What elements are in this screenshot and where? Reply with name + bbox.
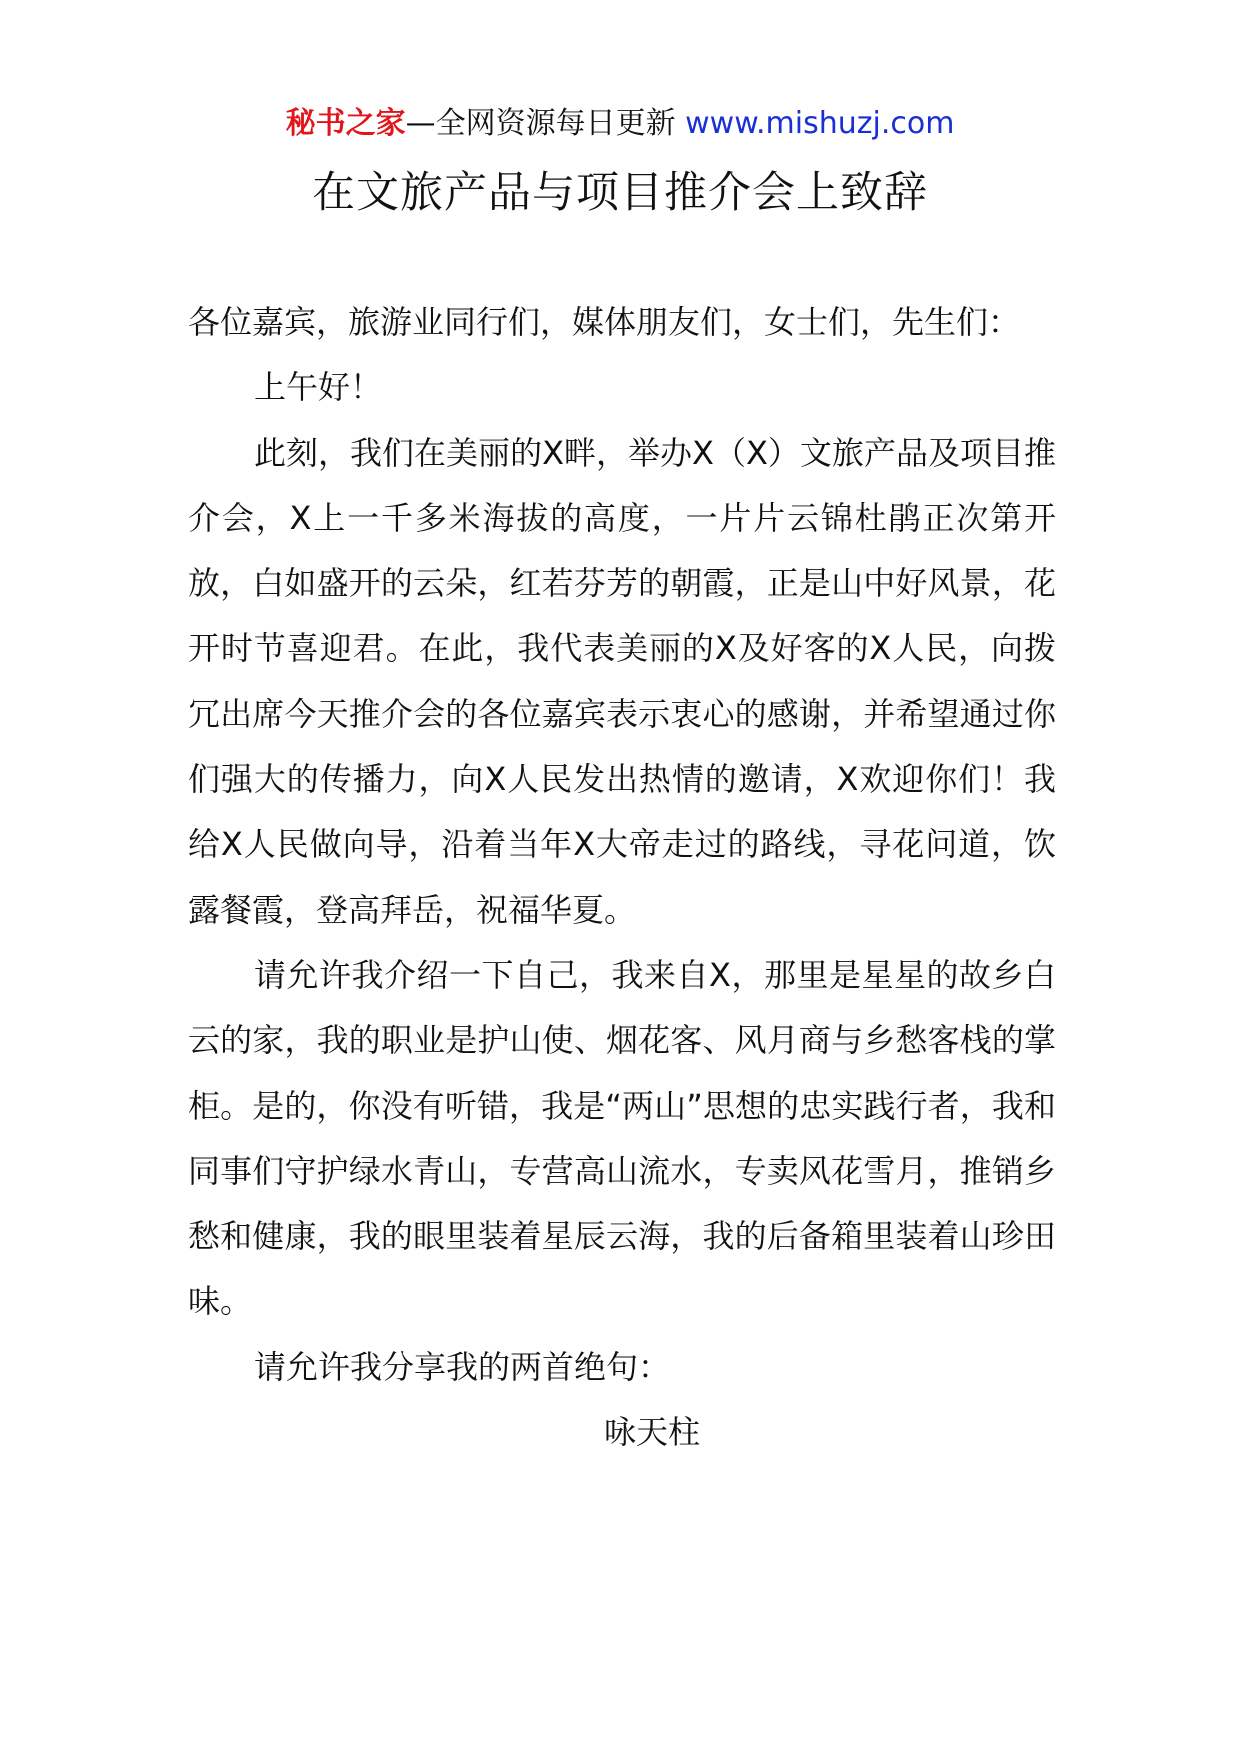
paragraph-introduction: 请允许我介绍一下自己，我来自X，那里是星星的故乡白云的家，我的职业是护山使、烟花客、风月商与乡愁客栈的掌柜。是的，你没有听错，我是“两山”思想的忠实践行者，我和同事们守护绿水青山，专营高山流水，专卖风花雪月，推销乡愁和健康，我的眼里装着星辰云海，我的后备箱里装着山珍田味。 bbox=[188, 955, 1056, 1321]
document-body bbox=[188, 290, 1056, 1465]
greeting: 上午好！ bbox=[254, 368, 383, 407]
site-brand: 秘书之家 bbox=[285, 106, 406, 141]
site-tagline: —全网资源每日更新 bbox=[405, 106, 676, 141]
site-header bbox=[0, 100, 1240, 148]
document-title: 在文旅产品与项目推介会上致辞 bbox=[312, 168, 928, 218]
paragraph-poems-intro: 请允许我分享我的两首绝句： bbox=[254, 1347, 671, 1386]
poem-title: 咏天柱 bbox=[604, 1413, 701, 1452]
paragraph-welcome: 此刻，我们在美丽的X畔，举办X（X）文旅产品及项目推介会，X上一千多米海拔的高度，一片片云锦杜鹃正次第开放，白如盛开的云朵，红若芬芳的朝霞，正是山中好风景，花开时节喜迎君。在此，我代表美丽的X及好客的X人民，向拨冗出席今天推介会的各位嘉宾表示衷心的感谢，并希望通过你们强大的传播力，向X人民发出热情的邀请，X欢迎你们！我给X人民做向导，沿着当年X大帝走过的路线，寻花问道，饮露餐霞，登高拜岳，祝福华夏。 bbox=[188, 433, 1056, 929]
site-url-link[interactable]: www.mishuzj.com bbox=[685, 106, 955, 141]
salutation: 各位嘉宾，旅游业同行们，媒体朋友们，女士们，先生们： bbox=[188, 303, 1021, 341]
